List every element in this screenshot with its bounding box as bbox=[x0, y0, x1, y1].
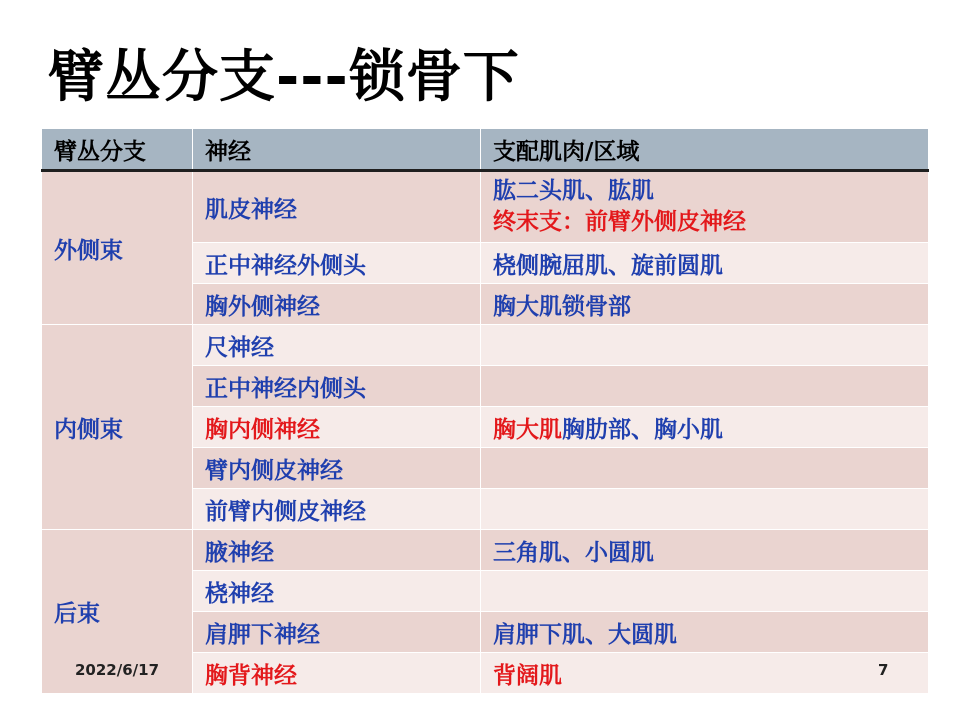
group-posterior-cord: 后束 bbox=[42, 530, 193, 694]
muscle-cell bbox=[481, 325, 929, 366]
slide-title: 臂丛分支---锁骨下 bbox=[48, 45, 520, 110]
muscle-cell: 桡侧腕屈肌、旋前圆肌 bbox=[481, 243, 929, 284]
muscle-cell bbox=[481, 407, 929, 448]
group-lateral-cord: 外侧束 bbox=[42, 171, 193, 325]
nerve-cell: 胸外侧神经 bbox=[193, 284, 481, 325]
muscle-line: 终末支：前臂外侧皮神经 bbox=[493, 209, 746, 235]
muscle-cell: 胸大肌锁骨部 bbox=[481, 284, 929, 325]
page-number: 7 bbox=[878, 661, 889, 679]
brachial-plexus-table bbox=[41, 128, 929, 694]
muscle-cell: 背阔肌 bbox=[481, 653, 929, 694]
muscle-cell bbox=[481, 171, 929, 243]
nerve-cell: 正中神经内侧头 bbox=[193, 366, 481, 407]
nerve-cell: 肌皮神经 bbox=[193, 171, 481, 243]
nerve-cell: 桡神经 bbox=[193, 571, 481, 612]
muscle-cell bbox=[481, 448, 929, 489]
muscle-cell bbox=[481, 489, 929, 530]
nerve-cell: 前臂内侧皮神经 bbox=[193, 489, 481, 530]
table-header-row bbox=[42, 129, 929, 171]
table-row bbox=[42, 171, 929, 243]
nerve-cell: 肩胛下神经 bbox=[193, 612, 481, 653]
muscle-red-part: 胸大肌 bbox=[493, 416, 562, 443]
muscle-cell: 肩胛下肌、大圆肌 bbox=[481, 612, 929, 653]
muscle-cell: 三角肌、小圆肌 bbox=[481, 530, 929, 571]
header-muscle: 支配肌肉/区域 bbox=[481, 129, 929, 171]
group-medial-cord: 内侧束 bbox=[42, 325, 193, 530]
header-branch: 臂丛分支 bbox=[42, 129, 193, 171]
nerve-cell: 尺神经 bbox=[193, 325, 481, 366]
table-row bbox=[42, 530, 929, 571]
table-row bbox=[42, 325, 929, 366]
nerve-cell: 腋神经 bbox=[193, 530, 481, 571]
muscle-cell bbox=[481, 571, 929, 612]
nerve-cell: 胸背神经 bbox=[193, 653, 481, 694]
header-nerve: 神经 bbox=[193, 129, 481, 171]
muscle-line: 肱二头肌、肱肌 bbox=[493, 178, 654, 204]
nerve-cell: 正中神经外侧头 bbox=[193, 243, 481, 284]
nerve-cell: 臂内侧皮神经 bbox=[193, 448, 481, 489]
nerve-cell: 胸内侧神经 bbox=[193, 407, 481, 448]
footer-date: 2022/6/17 bbox=[75, 661, 160, 679]
muscle-blue-part: 胸肋部、胸小肌 bbox=[562, 416, 723, 443]
muscle-cell bbox=[481, 366, 929, 407]
